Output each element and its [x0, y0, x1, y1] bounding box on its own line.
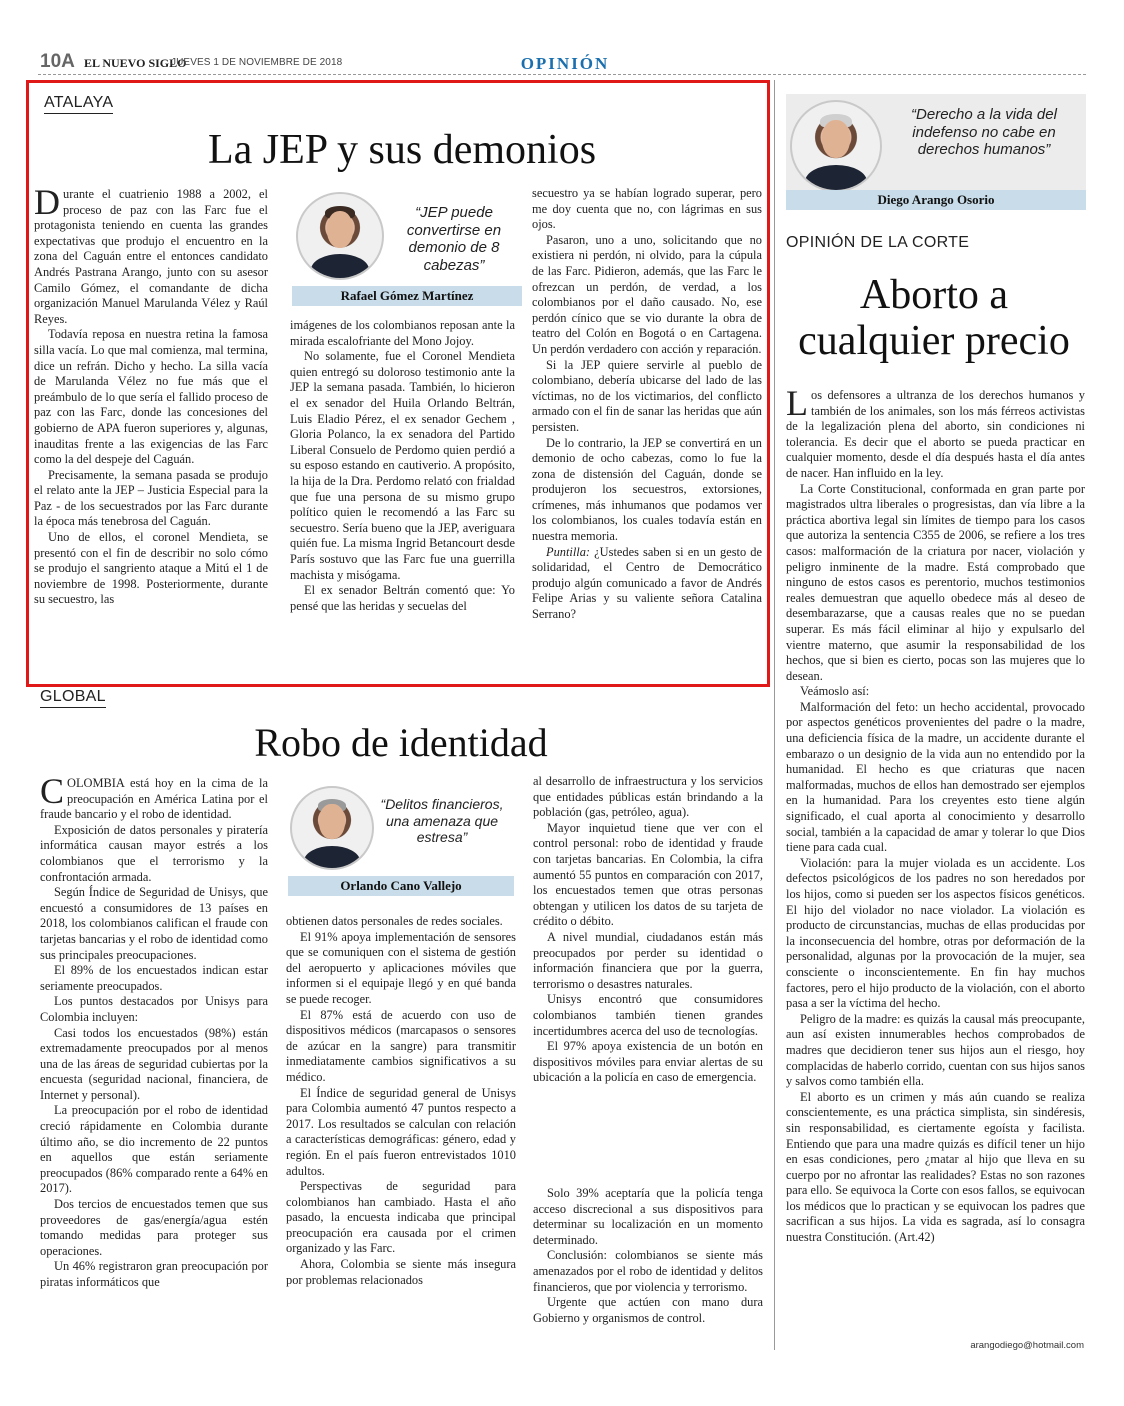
- global-col3-paragraph: Unisys encontró que consumidores colombianos también tienen grandes incertidumbres acerca del uso de tecnologías.: [533, 992, 763, 1038]
- global-column-3b: [533, 1186, 763, 1354]
- sidebar-section-label: OPINIÓN DE LA CORTE: [786, 234, 970, 251]
- atalaya-section-label: ATALAYA: [44, 94, 113, 114]
- column-divider: [774, 80, 775, 1350]
- atalaya-col3-paragraph: Pasaron, uno a uno, solicitando que no existiera ni perdón, ni olvido, para la cúpula de las Farc. Pidieron, además, que las Farc le ofrezcan un perdón, de verdad, a los colombianos por el daño causado. No, ese perdón cínico que se vio durante la obra de teatro del Colón en Bogotá o en Cartagena. Un perdón verdadero con acción y reparación.: [532, 232, 762, 356]
- sidebar-paragraph: La Corte Constitucional, conformada en gran parte por magistrados ultra liberales o progresistas, dan vía libre a la práctica abortiva legal sin límites de tiempo para los casos que autoriza la sentencia C355 de 2006, se refiere a los tres casos: malformación de la criatura por nacer, violación y peligro inminente de la madre. Está comprobado que ninguno de estos casos es perentorio, muchos testimonios reales demuestran que aquello obedece más al deseo de desembarazarse, que a causas reales que no se puedan superar. Es más fácil eliminar al hijo y expulsarlo del vientre materno, que asumir la responsabilidad de los hechos, que si bien es cierto, pocas son las mujeres que lo desean.: [786, 481, 1085, 683]
- atalaya-puntilla: Puntilla: ¿Ustedes saben si en un gesto de solidaridad, el Centro de Democrático produjo algún comunicado a favor de Andrés Felipe Arias y su valiente señora Catalina Serrano?: [532, 544, 762, 622]
- global-col1-paragraph: La preocupación por el robo de identidad creció rápidamente en Colombia durante último año, se dio incremento de 22 puntos en aquellos que están seriamente preocupados (86% comparado rente a 64% en 2017).: [40, 1103, 268, 1196]
- sidebar-quote-box: [786, 94, 1086, 212]
- global-col3-paragraph: al desarrollo de infraestructura y los servicios que entidades públicas están brindando a la población (gas, petróleo, agua).: [533, 774, 763, 820]
- global-col1-paragraph: Dos tercios de encuestados temen que sus proveedores de gas/energía/agua estén tomando medidas para proteger sus operaciones.: [40, 1197, 268, 1258]
- global-column-1: [40, 776, 268, 1354]
- global-section-label: GLOBAL: [40, 688, 106, 708]
- global-quote-box: [288, 786, 514, 898]
- atalaya-dropcap: D: [34, 187, 60, 222]
- sidebar-headline: Aborto a cualquier precio: [798, 272, 1070, 364]
- global-col3-paragraph: El 97% apoya existencia de un botón en dispositivos móviles para enviar alertas de su ubicación a la policía en caso de emergencia.: [533, 1039, 763, 1085]
- global-col1-paragraph: El 89% de los encuestados indican estar seriamente preocupados.: [40, 963, 268, 993]
- global-headline: Robo de identidad: [254, 720, 548, 765]
- atalaya-col1-paragraph: Durante el cuatrienio 1988 a 2002, el proceso de paz con las Farc fue el protagonista teniendo en cuenta las grandes expectativas que produjo el encuentro en la zona del Caguán entre el entonces candidato Andrés Pastrana Arango, junto con su asesor Camilo Gómez, el comandante de dicha organización Manuel Marulanda Vélez y Raúl Reyes.: [34, 187, 268, 326]
- global-col3-paragraph: Conclusión: colombianos se siente más amenazados por el robo de identidad y delitos financieros, que por violencia y terrorismo.: [533, 1248, 763, 1294]
- global-dropcap: C: [40, 776, 65, 811]
- section-title: OPINIÓN: [520, 54, 610, 73]
- author-photo: [790, 100, 882, 192]
- global-author-name: Orlando Cano Vallejo: [288, 876, 514, 896]
- global-col2-paragraph: Ahora, Colombia se siente más insegura por problemas relacionados: [286, 1257, 516, 1287]
- atalaya-column-3: [532, 186, 762, 664]
- global-column-3a: [533, 774, 763, 1180]
- publication-name: EL NUEVO SIGLO: [84, 56, 187, 70]
- global-col1-paragraph: Un 46% registraron gran preocupación por piratas informáticos que: [40, 1259, 268, 1289]
- sidebar-paragraph: Peligro de la madre: es quizás la causal más preocupante, aun así existen innumerables hechos comprobados de madres que decidieron tener sus hijos aun el riesgo, hoy complacidas de haberlo corrido, cuentan con sus hijos sanos y salvos como también ella.: [786, 1011, 1085, 1089]
- sidebar-paragraph: Violación: para la mujer violada es un accidente. Los defectos psicológicos de los padres no son heredados por los hijos, como si pueden ser los aspectos físicos genéticos. El hijo del violador no nace violador. La violación es producto de circunstancias, muchas de ellas producidas por la inconsecuencia del hombre, otras por deformación de la personalidad, algunas por la provocación de la mujer, sea consciente o inconscientemente. En fin hay muchos factores, pero el hijo producto de la violación, con el aborto pasa a ser la víctima del hecho.: [786, 855, 1085, 1011]
- author-photo: [290, 786, 374, 870]
- atalaya-col2-paragraph: El ex senador Beltrán comentó que: Yo pensé que las heridas y secuelas del: [290, 583, 515, 613]
- atalaya-quote-box: [292, 190, 522, 304]
- global-col3-paragraph: Mayor inquietud tiene que ver con el control personal: robo de identidad y fraude con tarjetas bancarias. En Colombia, la cifra aumentó 55 puntos en comparación con 2017, los encuestados temen que otras personas obtengan y utilicen los datos de su tarjeta de crédito o débito.: [533, 820, 763, 929]
- global-col2-paragraph: obtienen datos personales de redes sociales.: [286, 914, 503, 928]
- atalaya-col1-paragraph: Uno de ellos, el coronel Mendieta, se presentó con el fin de describir no solo cómo se produjo el sangriento ataque a Mitú el 1 de noviembre de 1998. Posteriormente, durante su secuestro, las: [34, 530, 268, 607]
- global-col1-paragraph: COLOMBIA está hoy en la cima de la preocupación en América Latina por el fraude bancario y el robo de identidad.: [40, 776, 268, 822]
- atalaya-col2-paragraph: No solamente, fue el Coronel Mendieta quien entregó su doloroso testimonio ante la JEP la semana pasada. También, lo hicieron el ex senador del Huila Orlando Beltrán, Luis Eladio Pérez, el ex senador Gechem , Gloria Polanco, la ex senadora del Partido Liberal Consuelo de Perdomo quien perdió a su esposo estando en cautiverio. A propósito, la hija de la Dra. Perdomo relató con frialdad que fue una persona de su mismo grupo político quien le recomendó a las Farc su secuestro. Sería bueno que la JEP, averiguara quién fue. La misma Ingrid Betancourt desde París sostuvo que las Farc fue una guerrilla machista y misógama.: [290, 349, 515, 582]
- global-col1-paragraph: Según Índice de Seguridad de Unisys, que encuestó a consumidores de 13 países en 2018, los colombianos califican el fraude con tarjetas bancarias y el robo de identidad como sus principales preocupaciones.: [40, 885, 268, 962]
- sidebar-paragraph: Malformación del feto: un hecho accidental, provocado por aspectos genéticos provenientes del padre o la madre, una deficiencia física de la madre, un accidente durante el embarazo o un designio de la vida aun no entendido por la humanidad. El hecho es que criaturas que nacen malformadas, muchos de ellos han demostrado ser ejemplos en la humanidad. Para los creyentes esto tiene algún significado, el cual aporta al conocimiento y desarrollo social, también a la capacidad de amar y tolerar lo que Dios tiene para cada cual.: [786, 699, 1085, 855]
- global-col3-paragraph: A nivel mundial, ciudadanos están más preocupados por perder su identidad o información financiera que por la guerra, terrorismo o desastres naturales.: [533, 929, 763, 991]
- atalaya-headline: La JEP y sus demonios: [207, 127, 597, 173]
- global-col1-paragraph: Casi todos los encuestados (98%) están extremadamente preocupados por al menos una de las áreas de seguridad cubiertas por la encuesta (seguridad nacional, financiera, de Internet y personal).: [40, 1025, 268, 1102]
- atalaya-column-1: [34, 187, 268, 663]
- page-number: 10A: [40, 51, 75, 72]
- global-col1-paragraph: Los puntos destacados por Unisys para Colombia incluyen:: [40, 994, 268, 1024]
- global-col3-paragraph: Solo 39% aceptaría que la policía tenga acceso discrecional a sus dispositivos para determinar su localización en un momento determinado.: [533, 1186, 763, 1247]
- sidebar-paragraph: El aborto es un crimen y más aún cuando se realiza conscientemente, es una práctica simplista, sin sindéresis, sin responsabilidad, es ciertamente egoísta y facilista. Entiendo que para una madre quizás es difícil tener un hijo en esas condiciones, pero ¿matar al hijo que lleva en su cuerpo por no afrontar las realidades? Estas no son razones para ello. Se equivoca la Corte con esos fallos, se equivocan los médicos que lo practican y se equivocan los padres que sacrifican a sus hijos. La vida es sagrada, así lo consagra nuestra Constitución. (Art.42): [786, 1089, 1085, 1245]
- atalaya-col1-paragraph: Todavía reposa en nuestra retina la famosa silla vacía. Lo que mal comienza, mal termina, dice un refrán. Dicho y hecho. La silla vacía de Marulanda Vélez no fue más que el preámbulo de lo que sería el fallido proceso de paz con las Farc, donde las concesiones del gobierno de APA fueron superiores y, algunas, inauditas frente a las exigencias de las Farc como la del despeje del Caguán.: [34, 327, 268, 467]
- atalaya-col2-paragraph: imágenes de los colombianos reposan ante la mirada escalofriante del Mono Jojoy.: [290, 318, 515, 348]
- atalaya-col3-paragraph: Si la JEP quiere servirle al pueblo de colombiano, debería ubicarse del lado de las víctimas, no de los victimarios, del conflicto armado con el fin de sanar las heridas que aún persisten.: [532, 357, 762, 434]
- global-col1-paragraph: Exposición de datos personales y piratería informática causan mayor estrés a los colombianos que el terrorismo y la confrontación armada.: [40, 822, 268, 884]
- top-divider: [38, 74, 1086, 75]
- atalaya-author-name: Rafael Gómez Martínez: [292, 286, 522, 306]
- sidebar-dropcap: L: [786, 388, 808, 423]
- sidebar-author-name: Diego Arango Osorio: [786, 190, 1086, 210]
- sidebar-body: [786, 388, 1085, 1334]
- author-photo: [296, 192, 384, 280]
- atalaya-column-2: [290, 318, 515, 664]
- global-col2-paragraph: Perspectivas de seguridad para colombianos han cambiado. Hasta el año pasado, la encuesta indicaba que principal preocupación era causada por el crimen organizado y las Farc.: [286, 1179, 516, 1256]
- sidebar-paragraph: Veámoslo así:: [800, 684, 870, 699]
- atalaya-col1-paragraph: Precisamente, la semana pasada se produjo el relato ante la JEP – Justicia Especial para la Paz - de los secuestrados por las Farc durante la época más tenebrosa del Caguán.: [34, 467, 268, 529]
- global-col3-paragraph: Urgente que actúen con mano dura Gobierno y organismos de control.: [533, 1295, 763, 1325]
- sidebar-paragraph: Los defensores a ultranza de los derechos humanos y también de los animales, son los más férreos activistas de la legalización plena del aborto, sin condiciones ni tolerancia. Es decir que el aborto se pueda practicar en cualquier momento, desde el día después hasta el día antes de nacer. Han influido en la ley.: [786, 388, 1085, 480]
- author-email: arangodiego@hotmail.com: [970, 1340, 1084, 1351]
- global-column-2: [286, 914, 516, 1354]
- global-pull-quote: “Delitos financieros, una amenaza que estresa”: [380, 796, 504, 846]
- atalaya-col3-paragraph: secuestro ya se habían logrado superar, pero me doy cuenta que no, con lágrimas en sus ojos.: [532, 186, 762, 232]
- sidebar-pull-quote: “Derecho a la vida del indefenso no cabe en derechos humanos”: [911, 106, 1057, 159]
- publication-date: JUEVES 1 DE NOVIEMBRE DE 2018: [171, 57, 343, 68]
- global-col2-paragraph: El 87% está de acuerdo con uso de dispositivos médicos (marcapasos o sensores de azúcar en la sangre) para transmitir inmediatamente cambios significativos a su médico.: [286, 1007, 516, 1084]
- atalaya-pull-quote: “JEP puede convertirse en demonio de 8 cabezas”: [406, 204, 502, 275]
- atalaya-col3-paragraph: De lo contrario, la JEP se convertirá en un demonio de ocho cabezas, como lo fue la zona de distensión del Caguán, donde se produjeron los secuestros, extorsiones, crímenes, más inhumanos que podamos ver los colombianos, los cuales todavía están en nuestra memoria.: [532, 435, 762, 544]
- global-col2-paragraph: El 91% apoya implementación de sensores que se comuniquen con el sistema de gestión del aeropuerto y aplicaciones móviles que informen si el equipaje llegó y en qué banda se puede recoger.: [286, 929, 516, 1006]
- global-col2-paragraph: El Índice de seguridad general de Unisys para Colombia aumentó 47 puntos respecto a 2017. Los resultados se calculan con relación a características demográficas: género, edad y región. En el país fueron entrevistados 1010 adultos.: [286, 1085, 516, 1178]
